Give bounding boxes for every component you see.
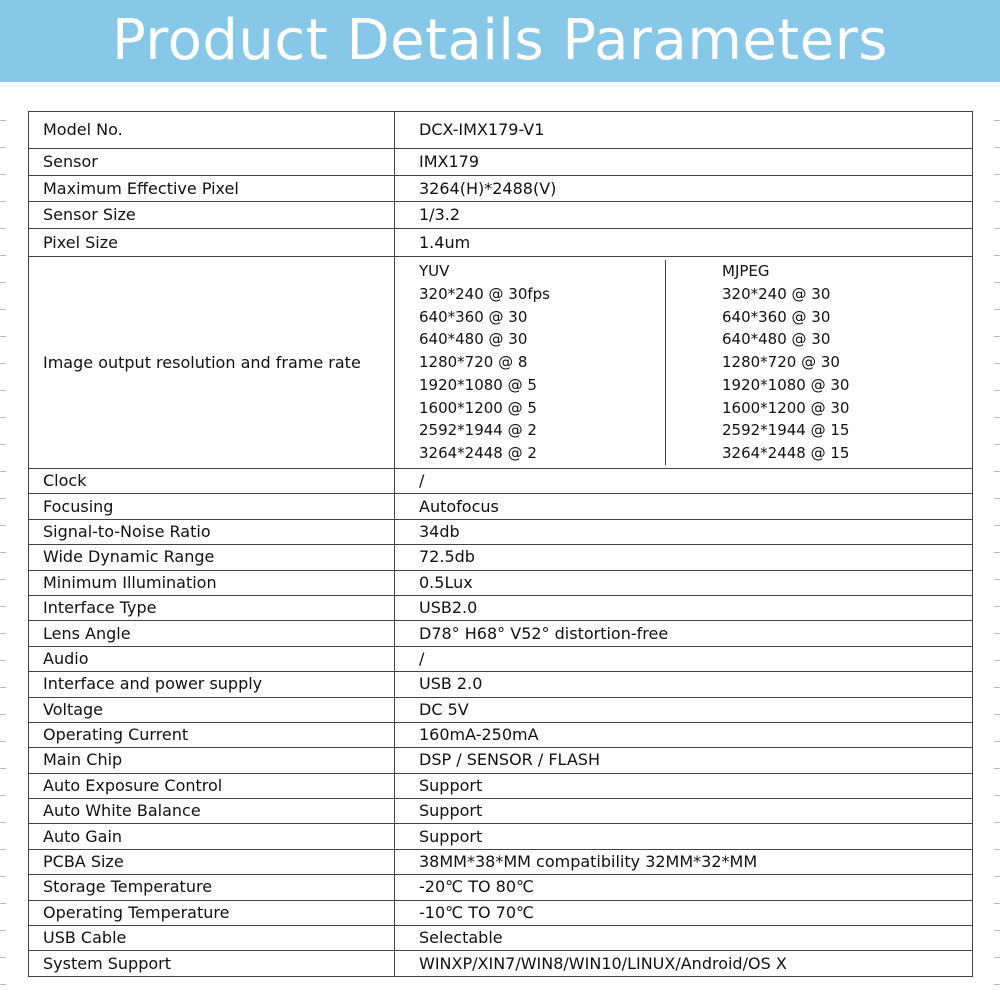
spec-label: Wide Dynamic Range [29,545,395,570]
spec-row [29,621,973,646]
edge-dash [994,120,1000,121]
edge-dash [994,795,1000,796]
edge-dash [0,984,6,985]
edge-dash [994,309,1000,310]
edge-dash [994,174,1000,175]
edge-dash [994,660,1000,661]
mjpeg-mode: 640*480 @ 30 [722,330,831,349]
spec-label: Maximum Effective Pixel [29,176,395,202]
edge-dash [994,228,1000,229]
spec-value: 3264(H)*2488(V) [395,176,973,202]
spec-value: Support [395,824,973,849]
spec-label: Interface and power supply [29,672,395,697]
spec-row [29,469,973,494]
edge-dash [994,363,1000,364]
spec-value: USB2.0 [395,595,973,620]
spec-row [29,722,973,747]
spec-row [29,773,973,798]
spec-row [29,595,973,620]
mjpeg-mode: 2592*1944 @ 15 [722,421,850,440]
edge-dash [0,903,6,904]
spec-label: Audio [29,646,395,671]
edge-dash [994,282,1000,283]
edge-dash [0,768,6,769]
edge-dash [0,606,6,607]
edge-dash [994,876,1000,877]
spec-row [29,824,973,849]
edge-dash [994,822,1000,823]
yuv-mode: 3264*2448 @ 2 [419,444,537,463]
spec-value: -10℃ TO 70℃ [395,900,973,925]
spec-label: Sensor Size [29,202,395,229]
edge-dash [994,687,1000,688]
spec-value: 0.5Lux [395,570,973,595]
edge-dash [994,471,1000,472]
spec-row [29,646,973,671]
edge-dash [0,633,6,634]
spec-label: Auto Gain [29,824,395,849]
spec-row [29,570,973,595]
spec-value: DC 5V [395,697,973,722]
spec-value: -20℃ TO 80℃ [395,875,973,900]
edge-dash [994,579,1000,580]
yuv-mode: 640*360 @ 30 [419,307,528,326]
spec-row [29,494,973,519]
spec-value: 160mA-250mA [395,722,973,747]
yuv-mode: 1280*720 @ 8 [419,353,528,372]
edge-dash [994,741,1000,742]
edge-dash [0,957,6,958]
yuv-mode: 320*240 @ 30fps [419,284,551,303]
edge-dash [994,444,1000,445]
resolution-values [395,257,973,469]
edge-dash [994,390,1000,391]
edge-dash [0,930,6,931]
edge-dash [994,606,1000,607]
spec-row [29,176,973,202]
spec-value: IMX179 [395,149,973,176]
edge-dash [994,525,1000,526]
spec-value: / [395,469,973,494]
spec-row [29,149,973,176]
edge-dash [994,498,1000,499]
spec-value: D78° H68° V52° distortion-free [395,621,973,646]
spec-row [29,900,973,925]
edge-dash [994,552,1000,553]
spec-label: Operating Temperature [29,900,395,925]
yuv-mode: 640*480 @ 30 [419,330,528,349]
edge-dash [0,282,6,283]
title-banner [0,0,1000,82]
spec-value: 72.5db [395,545,973,570]
spec-label: Main Chip [29,748,395,773]
spec-label: Operating Current [29,722,395,747]
spec-row [29,748,973,773]
spec-table [28,111,973,977]
spec-row [29,112,973,149]
spec-value: DSP / SENSOR / FLASH [395,748,973,773]
spec-label: Signal-to-Noise Ratio [29,519,395,544]
mjpeg-column [722,260,958,465]
edge-dash [0,147,6,148]
spec-label: USB Cable [29,926,395,951]
page-title: Product Details Parameters [112,8,888,73]
edge-dash [0,201,6,202]
spec-label: Auto Exposure Control [29,773,395,798]
resolution-label: Image output resolution and frame rate [29,257,395,469]
edge-dash [0,687,6,688]
spec-label: Interface Type [29,595,395,620]
edge-dash [0,876,6,877]
spec-row [29,202,973,229]
mjpeg-mode: 1600*1200 @ 30 [722,398,850,417]
edge-dash [994,201,1000,202]
edge-dash [994,336,1000,337]
mjpeg-mode: 320*240 @ 30 [722,284,831,303]
spec-value: 34db [395,519,973,544]
mjpeg-mode: 3264*2448 @ 15 [722,444,850,463]
edge-dash [0,228,6,229]
spec-value: Support [395,773,973,798]
spec-value: Support [395,799,973,824]
mjpeg-mode: 640*360 @ 30 [722,307,831,326]
edge-dash [0,444,6,445]
spec-label: Clock [29,469,395,494]
edge-dash [994,633,1000,634]
yuv-header: YUV [419,261,450,280]
spec-label: System Support [29,951,395,976]
spec-label: Focusing [29,494,395,519]
spec-label: Sensor [29,149,395,176]
resolution-row [29,257,973,469]
spec-value: WINXP/XIN7/WIN8/WIN10/LINUX/Android/OS X [395,951,973,976]
edge-dash [0,336,6,337]
spec-label: Pixel Size [29,229,395,257]
edge-dash [994,147,1000,148]
spec-row [29,849,973,874]
spec-row [29,519,973,544]
edge-dash [994,714,1000,715]
spec-value: DCX-IMX179-V1 [395,112,973,149]
edge-dash [994,255,1000,256]
spec-row [29,875,973,900]
edge-dash [0,822,6,823]
spec-label: Lens Angle [29,621,395,646]
spec-label: Voltage [29,697,395,722]
spec-row [29,229,973,257]
spec-value: 1/3.2 [395,202,973,229]
spec-row [29,951,973,976]
spec-value: Autofocus [395,494,973,519]
edge-dash [994,417,1000,418]
edge-dash [0,552,6,553]
mjpeg-header: MJPEG [722,261,770,280]
spec-value: / [395,646,973,671]
edge-dash [0,498,6,499]
edge-dash [994,768,1000,769]
spec-label: Storage Temperature [29,875,395,900]
mjpeg-mode: 1280*720 @ 30 [722,353,840,372]
spec-label: PCBA Size [29,849,395,874]
edge-dash [994,930,1000,931]
spec-row [29,926,973,951]
edge-dash [0,255,6,256]
spec-value: USB 2.0 [395,672,973,697]
edge-dash [0,309,6,310]
spec-row [29,799,973,824]
edge-dash [0,741,6,742]
spec-value: 1.4um [395,229,973,257]
spec-row [29,697,973,722]
edge-dash [0,471,6,472]
edge-dash [0,795,6,796]
spec-value: Selectable [395,926,973,951]
edge-dash [0,390,6,391]
spec-row [29,545,973,570]
yuv-mode: 2592*1944 @ 2 [419,421,537,440]
yuv-column [419,260,666,465]
edge-dash [0,525,6,526]
yuv-mode: 1920*1080 @ 5 [419,375,537,394]
edge-dash [0,714,6,715]
spec-label: Auto White Balance [29,799,395,824]
edge-dash [994,957,1000,958]
edge-dash [994,903,1000,904]
edge-dash [0,120,6,121]
edge-dash [994,849,1000,850]
mjpeg-mode: 1920*1080 @ 30 [722,375,850,394]
spec-row [29,672,973,697]
edge-dash [0,417,6,418]
edge-dash [0,660,6,661]
edge-dash [0,579,6,580]
yuv-mode: 1600*1200 @ 5 [419,398,537,417]
spec-value: 38MM*38*MM compatibility 32MM*32*MM [395,849,973,874]
edge-dash [0,363,6,364]
edge-dash [0,849,6,850]
spec-label: Model No. [29,112,395,149]
edge-dash [994,984,1000,985]
spec-label: Minimum Illumination [29,570,395,595]
edge-dash [0,174,6,175]
